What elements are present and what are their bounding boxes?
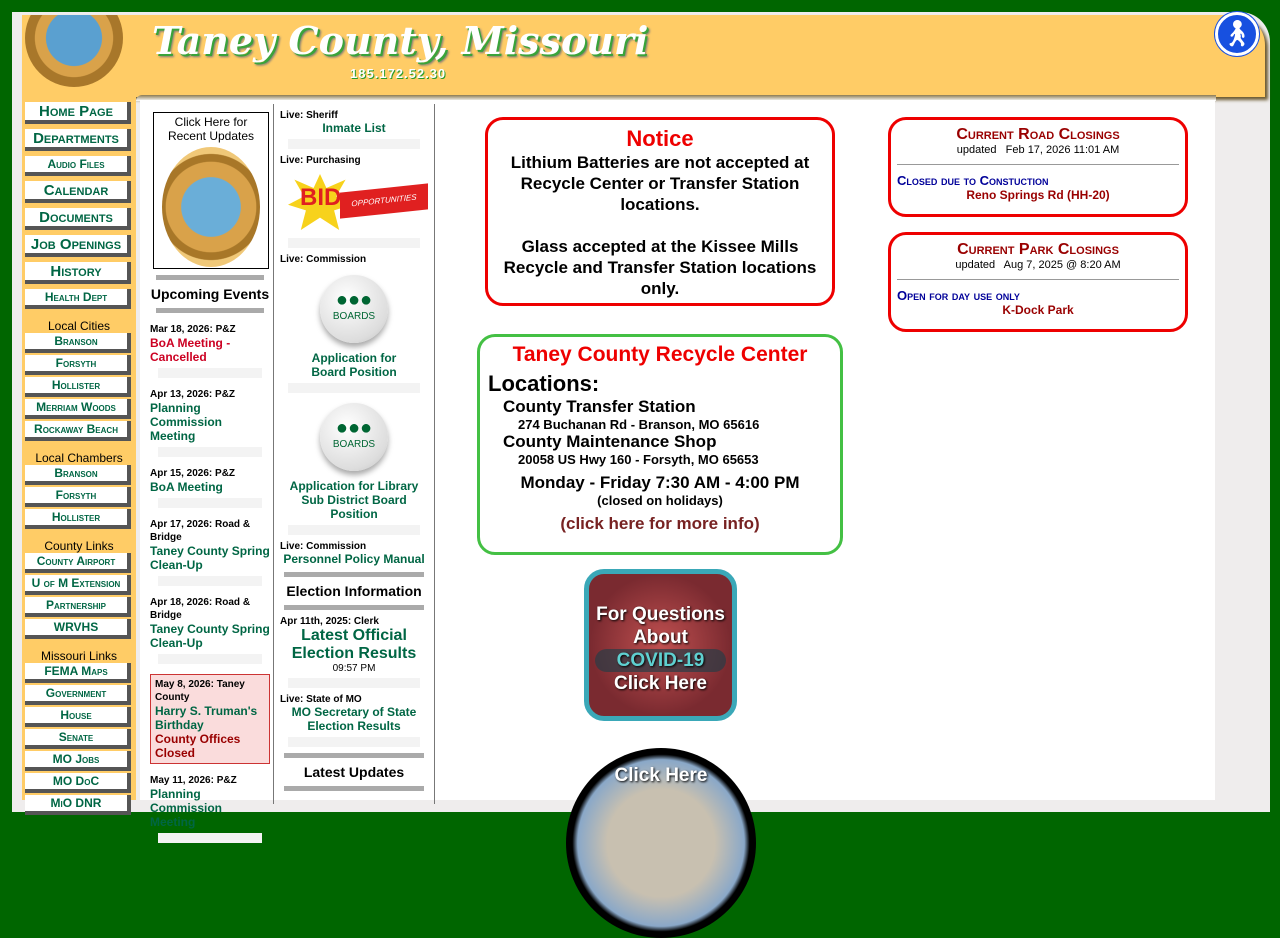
- road-closings-title: Current Road Closings: [956, 126, 1120, 143]
- election-results-link[interactable]: Latest Official Election Results: [291, 627, 417, 662]
- bid-opportunities-banner[interactable]: OPPORTUNITIES BID: [280, 170, 428, 234]
- nav-section-heading: County Links: [44, 539, 114, 553]
- road-status: Closed due to Constuction: [897, 173, 1049, 188]
- live-label: Live: Commission: [280, 254, 367, 265]
- nav-house[interactable]: House: [25, 707, 131, 727]
- nav-departments[interactable]: Departments: [25, 129, 131, 151]
- park-closings-box[interactable]: [888, 232, 1188, 332]
- holidays-note: (closed on holidays): [597, 493, 723, 508]
- nav-county-airport[interactable]: County Airport: [25, 553, 131, 573]
- park-status: Open for day use only: [897, 288, 1020, 303]
- nav-mio-dnr[interactable]: MiO DNR: [25, 795, 131, 815]
- nav-calendar[interactable]: Calendar: [25, 181, 131, 203]
- event-title[interactable]: Taney County Spring Clean-Up: [150, 622, 270, 650]
- nav-mo-doc[interactable]: MO DoC: [25, 773, 131, 793]
- event-item[interactable]: [150, 388, 270, 443]
- event-date: Apr 13, 2026: P&Z: [150, 389, 236, 400]
- more-info-link[interactable]: (click here for more info): [560, 514, 760, 533]
- event-item[interactable]: [150, 467, 270, 494]
- events-heading: Upcoming Events: [150, 286, 270, 302]
- event-date: Apr 15, 2026: P&Z: [150, 468, 236, 479]
- divider: [156, 308, 264, 313]
- nav-section-heading: Local Cities: [47, 319, 111, 333]
- nav-branson[interactable]: Branson: [25, 333, 131, 353]
- live-label: Live: Commission: [280, 541, 367, 552]
- nav-u-of-m-extension[interactable]: U of M Extension: [25, 575, 131, 595]
- live-label: Live: State of MO: [280, 694, 362, 705]
- site-title[interactable]: Taney County, Missouri: [152, 18, 649, 63]
- nav-health-dept[interactable]: Health Dept: [25, 289, 131, 309]
- event-date: Apr 17, 2026: Road & Bridge: [150, 519, 251, 543]
- nav-section-heading: Missouri Links: [40, 649, 118, 663]
- nav-job-openings[interactable]: Job Openings: [25, 235, 131, 257]
- event-title[interactable]: Planning Commission Meeting: [150, 401, 223, 443]
- library-board-application-link[interactable]: Application for Library Sub District Board Position: [289, 479, 419, 521]
- sidebar-nav: [22, 97, 136, 810]
- park-closings-title: Current Park Closings: [957, 241, 1119, 258]
- event-title[interactable]: Taney County Spring Clean-Up: [150, 544, 270, 572]
- nav-merriam-woods[interactable]: Merriam Woods: [25, 399, 131, 419]
- location-address: 20058 US Hwy 160 - Forsyth, MO 65653: [518, 452, 759, 467]
- nav-forsyth[interactable]: Forsyth: [25, 487, 131, 507]
- election-heading: Election Information: [286, 583, 422, 599]
- nav-government[interactable]: Government: [25, 685, 131, 705]
- event-note: County Offices Closed: [155, 732, 241, 760]
- locations-label: Locations:: [488, 371, 600, 396]
- event-item[interactable]: [150, 674, 270, 764]
- park-name: K-Dock Park: [1002, 303, 1074, 317]
- notice-box: [485, 117, 835, 306]
- park-updated: updated Aug 7, 2025 @ 8:20 AM: [955, 259, 1121, 271]
- nav-audio-files[interactable]: Audio Files: [25, 156, 131, 176]
- events-list: [150, 323, 270, 843]
- event-item[interactable]: [150, 774, 270, 829]
- board-application-link[interactable]: Application for Board Position: [311, 351, 397, 379]
- ip-address: 185.172.52.30: [350, 66, 447, 81]
- latest-updates-heading: Latest Updates: [303, 764, 405, 780]
- nav-hollister[interactable]: Hollister: [25, 377, 131, 397]
- accessibility-icon[interactable]: 🚶︎: [1215, 12, 1259, 56]
- event-item[interactable]: [150, 596, 270, 650]
- nav-home-page[interactable]: Home Page: [25, 102, 131, 124]
- sos-results-link[interactable]: MO Secretary of State Election Results: [291, 705, 417, 733]
- nav-rockaway-beach[interactable]: Rockaway Beach: [25, 421, 131, 441]
- nav-mo-jobs[interactable]: MO Jobs: [25, 751, 131, 771]
- personnel-policy-link[interactable]: Personnel Policy Manual: [283, 552, 425, 566]
- nav-section-heading: Local Chambers: [35, 451, 123, 465]
- notice-text: Lithium Batteries are not accepted at Recycle Center or Transfer Station locations.: [510, 153, 810, 214]
- event-date: May 8, 2026: Taney County: [155, 679, 245, 703]
- recent-updates-badge[interactable]: [153, 112, 269, 269]
- boards-icon[interactable]: ●●● BOARDS: [320, 403, 388, 471]
- location-address: 274 Buchanan Rd - Branson, MO 65616: [518, 417, 760, 432]
- recycle-title: Taney County Recycle Center: [512, 343, 808, 366]
- event-title[interactable]: Planning Commission Meeting: [150, 787, 223, 829]
- notice-text: Glass accepted at the Kissee Mills Recycle and Transfer Station locations only.: [503, 237, 817, 298]
- nav-senate[interactable]: Senate: [25, 729, 131, 749]
- location-name: County Transfer Station: [503, 397, 696, 416]
- nav-history[interactable]: History: [25, 262, 131, 284]
- live-label: Live: Sheriff: [280, 110, 338, 121]
- live-label: Apr 11th, 2025: Clerk: [280, 616, 379, 627]
- road-name: Reno Springs Rd (HH-20): [966, 188, 1110, 202]
- promo-circle-button[interactable]: Click Here: [566, 748, 756, 938]
- live-links-column: [273, 104, 435, 804]
- results-time: 09:57 PM: [332, 663, 376, 674]
- event-date: May 11, 2026: P&Z: [150, 775, 237, 786]
- event-date: Apr 18, 2026: Road & Bridge: [150, 597, 251, 621]
- recycle-center-box[interactable]: [477, 334, 843, 555]
- nav-forsyth[interactable]: Forsyth: [25, 355, 131, 375]
- event-title[interactable]: BoA Meeting - Cancelled: [150, 336, 231, 364]
- nav-hollister[interactable]: Hollister: [25, 509, 131, 529]
- covid-button[interactable]: For Questions About COVID-19 Click Here: [584, 569, 737, 721]
- road-updated: updated Feb 17, 2026 11:01 AM: [956, 144, 1120, 156]
- boards-icon[interactable]: ●●● BOARDS: [320, 275, 388, 343]
- nav-branson[interactable]: Branson: [25, 465, 131, 485]
- road-closings-box[interactable]: [888, 117, 1188, 217]
- nav-fema-maps[interactable]: FEMA Maps: [25, 663, 131, 683]
- event-item[interactable]: [150, 518, 270, 572]
- county-seal-logo[interactable]: [25, 15, 123, 87]
- inmate-list-link[interactable]: Inmate List: [322, 121, 386, 135]
- nav-wrvhs[interactable]: WRVHS: [25, 619, 131, 639]
- emergency-management-seal: [162, 147, 260, 267]
- event-title[interactable]: Harry S. Truman's Birthday: [155, 704, 258, 732]
- live-label: Live: Purchasing: [280, 155, 361, 166]
- nav-documents[interactable]: Documents: [25, 208, 131, 230]
- events-column: [150, 112, 270, 843]
- event-date: Mar 18, 2026: P&Z: [150, 324, 236, 335]
- nav-partnership[interactable]: Partnership: [25, 597, 131, 617]
- location-name: County Maintenance Shop: [503, 432, 717, 451]
- notice-title: Notice: [626, 126, 694, 151]
- event-title[interactable]: BoA Meeting: [150, 480, 223, 494]
- recent-updates-label: Click Here for Recent Updates: [167, 115, 255, 143]
- divider: [156, 275, 264, 280]
- hours: Monday - Friday 7:30 AM - 4:00 PM: [520, 473, 800, 492]
- event-item[interactable]: [150, 323, 270, 364]
